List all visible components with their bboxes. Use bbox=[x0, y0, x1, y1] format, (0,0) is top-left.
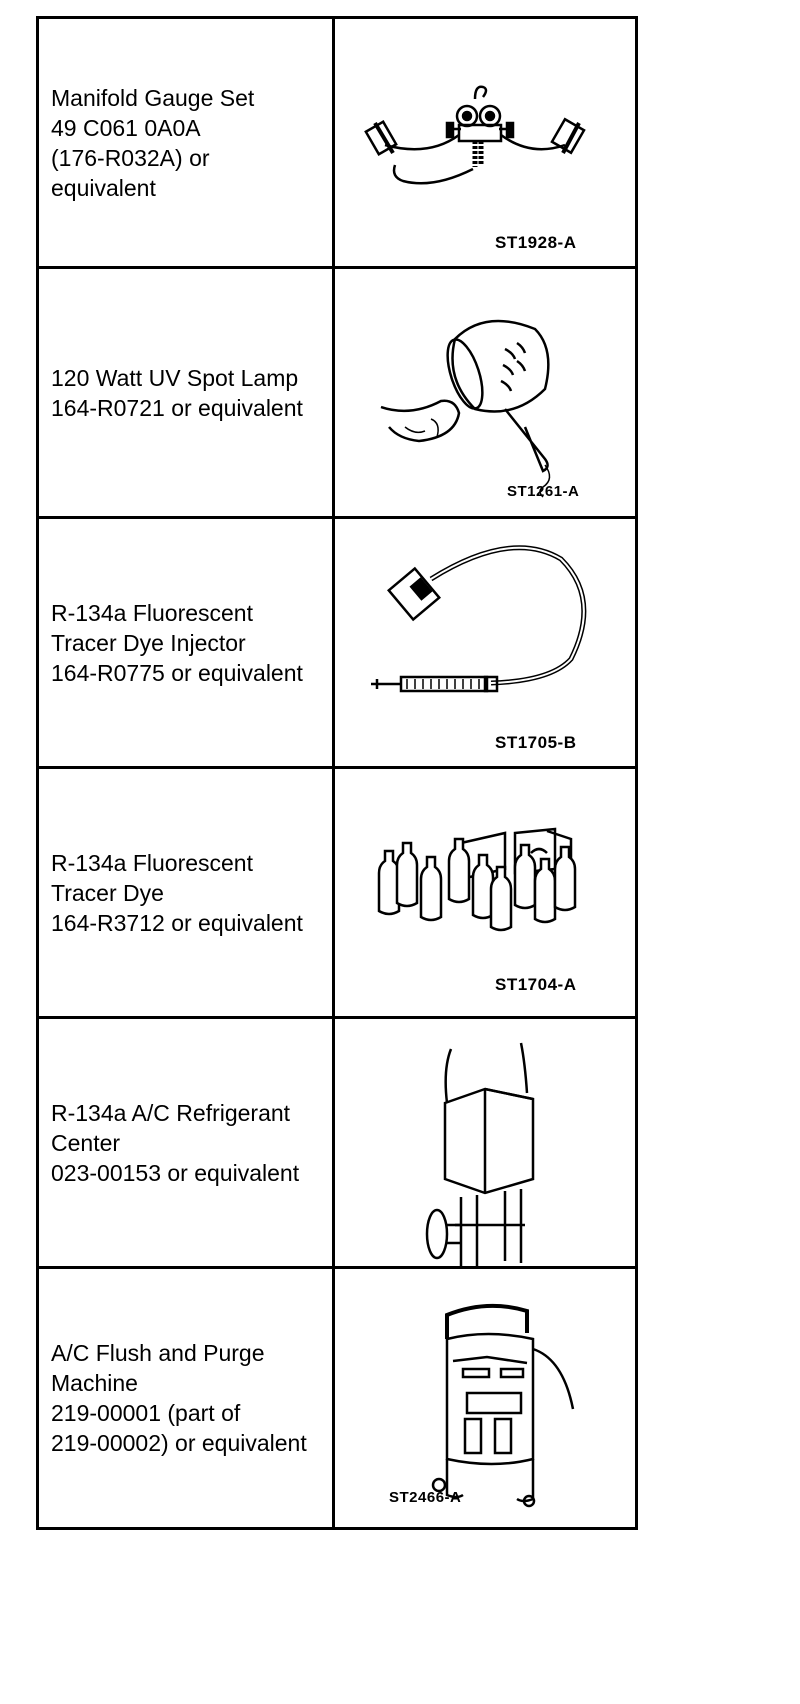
tool-name: 120 Watt UV Spot Lamp bbox=[51, 364, 299, 391]
tool-name: R-134a Fluorescent bbox=[51, 849, 253, 876]
tool-description bbox=[39, 269, 335, 516]
tool-part-number: 49 C061 0A0A bbox=[51, 114, 201, 141]
tool-illustration-cell bbox=[335, 1269, 635, 1527]
tool-illustration-cell bbox=[335, 19, 635, 266]
refrigerant-center-illustration bbox=[335, 1019, 632, 1266]
tool-part-number-alt: (176-R032A) or bbox=[51, 144, 210, 171]
tool-name: R-134a Fluorescent bbox=[51, 599, 253, 626]
tool-row-refrigerant-center bbox=[39, 1019, 635, 1269]
tool-part-number-cont: 219-00002) or equivalent bbox=[51, 1430, 307, 1456]
tool-row-flush-purge-machine bbox=[39, 1269, 635, 1527]
illustration-code: ST1704-A bbox=[495, 975, 577, 994]
tool-row-uv-spot-lamp bbox=[39, 269, 635, 519]
tool-name: R-134a A/C Refrigerant bbox=[51, 1099, 291, 1126]
tool-illustration-cell bbox=[335, 769, 635, 1016]
tool-description bbox=[39, 1019, 335, 1266]
tool-row-manifold-gauge-set bbox=[39, 19, 635, 269]
tool-part-number: 023-00153 or equivalent bbox=[51, 1159, 300, 1186]
tool-illustration-cell bbox=[335, 269, 635, 516]
manifold-gauge-set-illustration bbox=[335, 19, 632, 266]
tool-part-number: 164-R0775 or equivalent bbox=[51, 659, 303, 686]
illustration-code: ST1705-B bbox=[495, 733, 577, 752]
tool-row-dye-injector bbox=[39, 519, 635, 769]
special-tools-table bbox=[36, 16, 638, 1530]
illustration-code: ST1261-A bbox=[507, 483, 580, 500]
tracer-dye-bottles-illustration bbox=[335, 769, 632, 1016]
dye-injector-illustration bbox=[335, 519, 632, 766]
tool-name-cont: Tracer Dye Injector bbox=[51, 629, 246, 656]
tool-name-cont: Tracer Dye bbox=[51, 879, 164, 906]
tool-part-number: 164-R3712 or equivalent bbox=[51, 909, 303, 936]
tool-description bbox=[39, 769, 335, 1016]
tool-description bbox=[39, 519, 335, 766]
tool-name: Manifold Gauge Set bbox=[51, 84, 255, 111]
tool-part-number: 164-R0721 or equivalent bbox=[51, 394, 303, 421]
tool-equivalent-note: equivalent bbox=[51, 174, 156, 201]
illustration-code: ST1928-A bbox=[495, 233, 577, 252]
tool-name-cont: Center bbox=[51, 1129, 121, 1156]
flush-purge-machine-illustration bbox=[335, 1269, 632, 1524]
tool-illustration-cell bbox=[335, 519, 635, 766]
tool-name-cont: Machine bbox=[51, 1370, 138, 1396]
tool-part-number: 219-00001 (part of bbox=[51, 1400, 241, 1426]
tool-illustration-cell bbox=[335, 1019, 635, 1266]
tool-name: A/C Flush and Purge bbox=[51, 1340, 265, 1366]
tool-row-tracer-dye bbox=[39, 769, 635, 1019]
tool-description bbox=[39, 19, 335, 266]
uv-spot-lamp-illustration bbox=[335, 269, 632, 516]
illustration-code: ST2466-A bbox=[389, 1489, 462, 1506]
tool-description bbox=[39, 1269, 335, 1527]
